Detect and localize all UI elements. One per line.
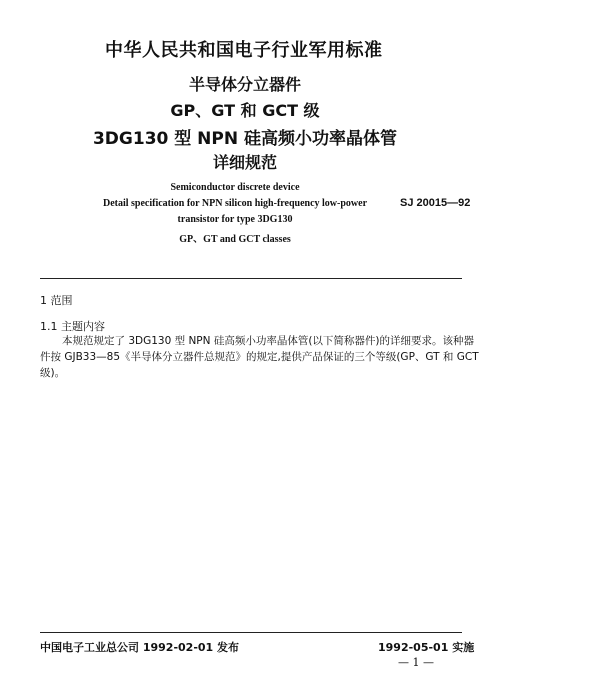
english-title-line-4: GP、GT and GCT classes: [179, 234, 291, 245]
scope-paragraph: [40, 333, 479, 381]
english-title-line-3: transistor for type 3DG130: [177, 214, 293, 225]
header-divider: [40, 278, 462, 279]
subsection-heading: 1.1 主题内容: [40, 320, 105, 333]
issuing-standard-category: 中华人民共和国电子行业军用标准: [105, 40, 383, 61]
standard-number: SJ 20015—92: [400, 197, 471, 209]
paragraph-line-2: 件按 GJB33—85《半导体分立器件总规范》的规定,提供产品保证的三个等级(GP、GT 和 GCT: [40, 351, 479, 363]
footer-divider: [40, 632, 462, 633]
paragraph-line-1: 本规范规定了 3DG130 型 NPN 硅高频小功率晶体管(以下简称器件)的详细要求。该种器: [62, 335, 475, 347]
section-heading: 1 范围: [40, 294, 73, 307]
paragraph-line-3: 级)。: [40, 367, 66, 379]
chinese-title-line-1: 半导体分立器件: [188, 75, 301, 94]
english-title-line-2: Detail specification for NPN silicon high-frequency low-power: [102, 198, 368, 209]
chinese-title-line-3: 3DG130 型 NPN 硅高频小功率晶体管: [92, 129, 398, 149]
page-number: — 1 —: [398, 656, 434, 669]
implementation-date: 1992-05-01 实施: [378, 641, 475, 654]
english-title-line-1: Semiconductor discrete device: [170, 182, 300, 193]
issue-info: 中国电子工业总公司 1992-02-01 发布: [40, 641, 240, 654]
chinese-title-line-2: GP、GT 和 GCT 级: [170, 101, 320, 120]
chinese-title-line-4: 详细规范: [212, 153, 277, 172]
